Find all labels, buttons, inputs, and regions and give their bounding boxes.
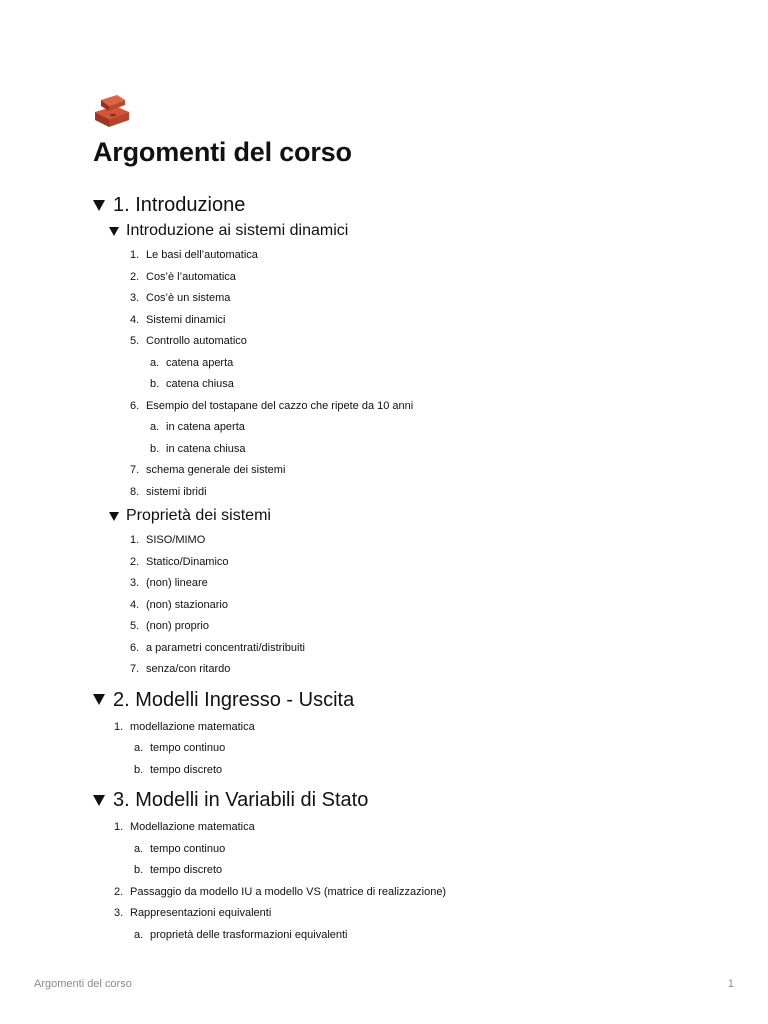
section-heading: 1. Introduzione	[113, 194, 246, 217]
list-item: b. catena chiusa	[150, 378, 234, 391]
section-heading: 2. Modelli Ingresso - Uscita	[113, 688, 355, 711]
list-item: 1. Le basi dell’automatica	[130, 249, 258, 262]
list-item: b. in catena chiusa	[150, 442, 246, 455]
list-item: 4. (non) stazionario	[130, 598, 228, 611]
section-modelli-ingresso-uscita	[93, 687, 733, 782]
list-item: 1. Modellazione matematica	[114, 821, 255, 834]
list-item: 7. senza/con ritardo	[130, 663, 231, 676]
list-item: a. tempo continuo	[134, 742, 226, 755]
section-modelli-variabili-stato	[93, 787, 733, 946]
list-item: 6. a parametri concentrati/distribuiti	[130, 641, 305, 654]
toggle-section-3[interactable]	[93, 787, 733, 813]
toggle-triangle-icon[interactable]	[109, 227, 119, 236]
subsection-heading: Proprietà dei sistemi	[126, 507, 271, 525]
list-item: a. tempo continuo	[134, 842, 226, 855]
toggle-triangle-icon[interactable]	[93, 694, 105, 705]
footer-title: Argomenti del corso	[34, 978, 132, 990]
list-item: 2. Cos’è l’automatica	[130, 270, 236, 283]
subsection-proprieta-sistemi	[109, 505, 733, 681]
list-item: 2. Statico/Dinamico	[130, 555, 229, 568]
page-title: Argomenti del corso	[93, 137, 352, 167]
nested-list	[150, 417, 733, 460]
toggle-subsection-1-2[interactable]	[109, 505, 733, 527]
numbered-list	[130, 245, 733, 503]
nested-list	[150, 353, 733, 396]
list-item: 2. Passaggio da modello IU a modello VS (matrice di realizzazione)	[114, 885, 447, 898]
toggle-triangle-icon[interactable]	[109, 512, 119, 521]
list-item: 5. (non) proprio	[130, 620, 209, 633]
list-item: 6. Esempio del tostapane del cazzo che ripete da 10 anni	[130, 399, 414, 412]
page-content	[93, 92, 733, 946]
list-item: 3. (non) lineare	[130, 577, 208, 590]
list-item: 5. Controllo automatico	[130, 335, 247, 348]
brick-icon	[93, 92, 131, 130]
nested-list	[134, 925, 733, 947]
toggle-triangle-icon[interactable]	[93, 200, 105, 211]
nested-list	[134, 839, 733, 882]
list-item: a. in catena aperta	[150, 421, 245, 434]
list-item: 3. Rappresentazioni equivalenti	[114, 907, 272, 920]
numbered-list	[114, 717, 733, 782]
toggle-subsection-1-1[interactable]	[109, 220, 733, 242]
nested-list	[134, 738, 733, 781]
list-item: 8. sistemi ibridi	[130, 485, 207, 498]
list-item: b. tempo discreto	[134, 864, 223, 877]
numbered-list	[130, 530, 733, 681]
toggle-section-2[interactable]	[93, 687, 733, 713]
page-number: 1	[727, 978, 734, 990]
list-item: 4. Sistemi dinamici	[130, 313, 226, 326]
list-item: 3. Cos’è un sistema	[130, 292, 231, 305]
list-item: a. catena aperta	[150, 356, 234, 369]
section-heading: 3. Modelli in Variabili di Stato	[113, 789, 369, 812]
list-item: 1. SISO/MIMO	[130, 534, 206, 547]
list-item: b. tempo discreto	[134, 763, 223, 776]
subsection-introduzione-sistemi	[109, 220, 733, 503]
toggle-section-1[interactable]	[93, 192, 733, 218]
numbered-list	[114, 817, 733, 946]
list-item: 7. schema generale dei sistemi	[130, 464, 286, 477]
subsection-heading: Introduzione ai sistemi dinamici	[126, 222, 349, 240]
list-item: 1. modellazione matematica	[114, 720, 255, 733]
section-introduzione	[93, 192, 733, 681]
list-item: a. proprietà delle trasformazioni equivalenti	[134, 928, 348, 941]
toggle-triangle-icon[interactable]	[93, 795, 105, 806]
